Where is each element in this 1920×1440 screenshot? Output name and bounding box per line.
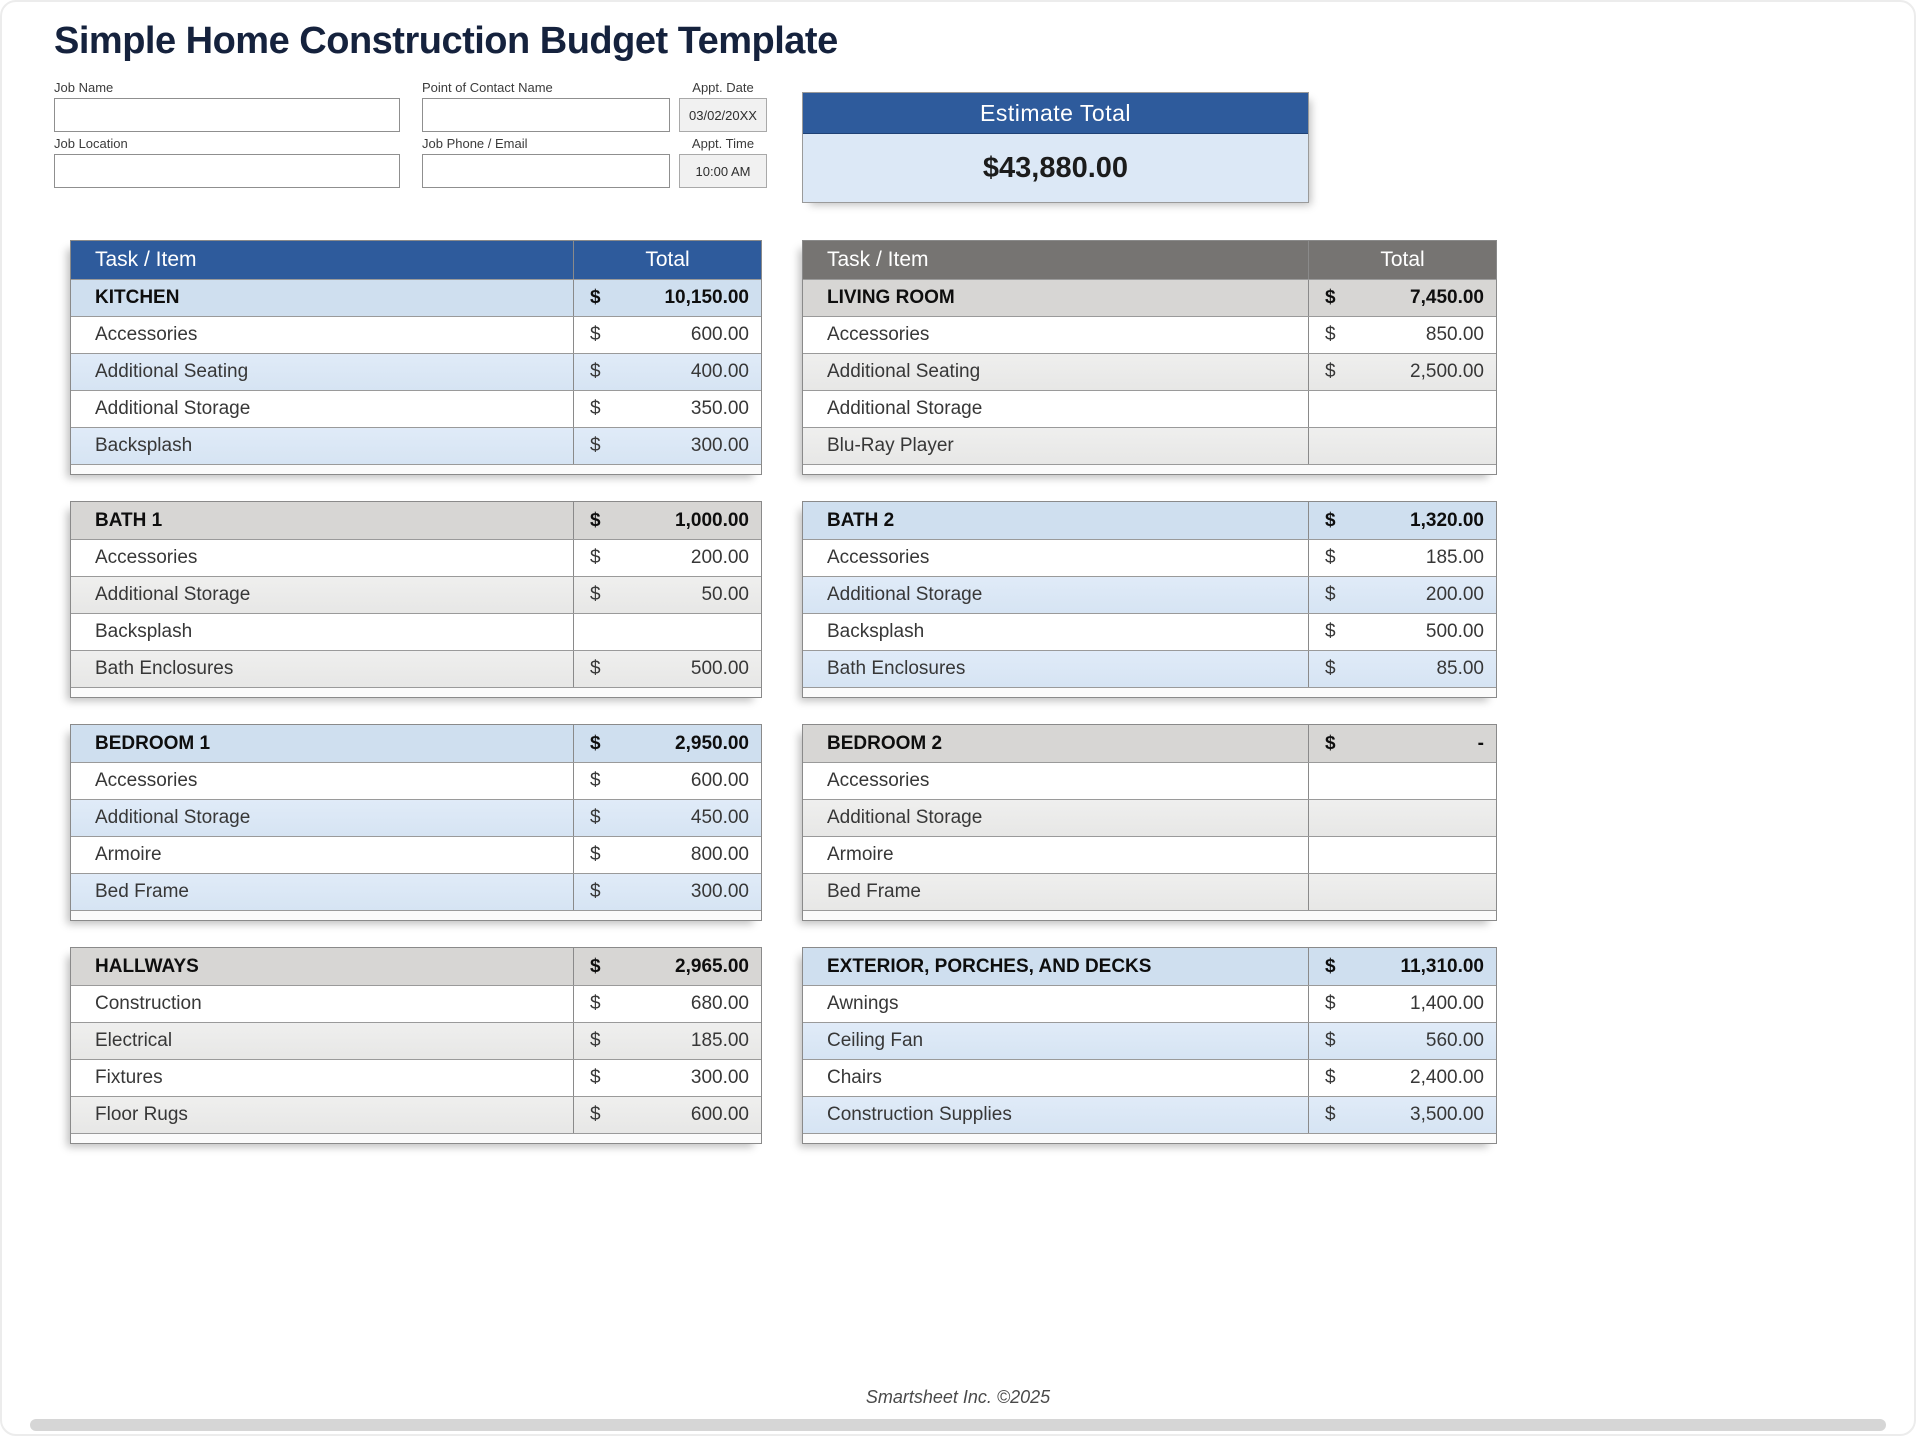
clipped-next-row bbox=[803, 910, 1496, 920]
category-total-cell[interactable] bbox=[573, 280, 761, 316]
item-label-cell[interactable]: Construction bbox=[95, 993, 202, 1014]
item-label-cell[interactable]: Electrical bbox=[95, 1030, 173, 1051]
currency-symbol: $ bbox=[1325, 993, 1336, 1014]
item-label-cell[interactable]: Armoire bbox=[827, 844, 894, 865]
category-name-cell[interactable]: LIVING ROOM bbox=[827, 287, 955, 308]
category-total-cell[interactable] bbox=[1308, 502, 1496, 539]
appt-time-label: Appt. Time bbox=[691, 136, 755, 151]
item-label-cell[interactable]: Armoire bbox=[95, 844, 162, 865]
job-location-label: Job Location bbox=[54, 136, 128, 151]
currency-symbol: $ bbox=[590, 324, 601, 345]
currency-symbol: $ bbox=[590, 1030, 601, 1051]
budget-table bbox=[802, 501, 1497, 698]
job-name-input[interactable] bbox=[54, 98, 400, 132]
amount-value: 7,450.00 bbox=[1410, 287, 1484, 308]
item-row[interactable] bbox=[71, 985, 761, 1022]
item-row[interactable] bbox=[803, 316, 1496, 353]
item-label-cell[interactable]: Awnings bbox=[827, 993, 899, 1014]
item-total-cell[interactable] bbox=[1308, 1097, 1496, 1133]
item-total-cell[interactable] bbox=[1308, 614, 1496, 650]
estimate-total-header: Estimate Total bbox=[803, 93, 1308, 134]
item-total-cell[interactable] bbox=[1308, 354, 1496, 390]
item-label-cell[interactable]: Ceiling Fan bbox=[827, 1030, 924, 1051]
table-column-header-row bbox=[803, 241, 1496, 279]
amount-value: 560.00 bbox=[1425, 1030, 1484, 1051]
currency-symbol: $ bbox=[590, 547, 601, 568]
amount-value: 350.00 bbox=[690, 398, 749, 419]
item-label-cell[interactable]: Accessories bbox=[827, 770, 930, 791]
budget-table bbox=[802, 947, 1497, 1144]
amount-value: 1,400.00 bbox=[1410, 993, 1484, 1014]
item-row[interactable] bbox=[803, 613, 1496, 650]
item-total-cell[interactable] bbox=[1308, 317, 1496, 353]
currency-symbol: $ bbox=[590, 361, 601, 382]
budget-tables-grid bbox=[70, 240, 1497, 1170]
amount-value: 11,310.00 bbox=[1400, 955, 1484, 977]
item-row[interactable] bbox=[803, 390, 1496, 427]
currency-symbol: $ bbox=[1325, 584, 1336, 605]
currency-symbol: $ bbox=[590, 435, 601, 456]
total-header: Total bbox=[573, 241, 761, 279]
item-row[interactable] bbox=[803, 1096, 1496, 1133]
amount-value: 50.00 bbox=[701, 584, 749, 605]
category-name-cell[interactable]: KITCHEN bbox=[95, 287, 180, 308]
budget-table bbox=[70, 947, 762, 1144]
job-phone-email-field bbox=[422, 136, 670, 188]
contact-name-label: Point of Contact Name bbox=[422, 80, 553, 95]
item-row[interactable] bbox=[803, 985, 1496, 1022]
left-table-column bbox=[70, 240, 762, 1170]
category-row[interactable] bbox=[803, 279, 1496, 316]
amount-value: 2,950.00 bbox=[675, 732, 749, 754]
item-label-cell[interactable]: Accessories bbox=[95, 770, 198, 791]
currency-symbol: $ bbox=[590, 584, 601, 605]
currency-symbol: $ bbox=[1325, 287, 1336, 308]
clipped-next-row bbox=[71, 687, 761, 697]
item-row[interactable] bbox=[71, 613, 761, 650]
item-total-cell[interactable] bbox=[573, 1097, 761, 1133]
item-row[interactable] bbox=[803, 836, 1496, 873]
category-total-cell[interactable] bbox=[1308, 725, 1496, 762]
item-row[interactable] bbox=[803, 576, 1496, 613]
item-row[interactable] bbox=[803, 539, 1496, 576]
item-row[interactable] bbox=[71, 353, 761, 390]
appt-date-value[interactable]: 03/02/20XX bbox=[679, 98, 767, 132]
appt-date-field bbox=[679, 80, 767, 132]
amount-value: 800.00 bbox=[690, 844, 749, 865]
item-total-cell[interactable] bbox=[573, 986, 761, 1022]
total-header: Total bbox=[1308, 241, 1496, 279]
item-label-cell[interactable]: Backsplash bbox=[95, 621, 193, 642]
currency-symbol: $ bbox=[590, 770, 601, 791]
item-total-cell[interactable] bbox=[573, 1060, 761, 1096]
item-row[interactable] bbox=[803, 1022, 1496, 1059]
item-total-cell[interactable] bbox=[1308, 540, 1496, 576]
item-row[interactable] bbox=[803, 873, 1496, 910]
item-total-cell[interactable] bbox=[1308, 874, 1496, 910]
item-row[interactable] bbox=[71, 1096, 761, 1133]
category-name-cell[interactable]: BATH 2 bbox=[827, 509, 895, 531]
item-label-cell[interactable]: Additional Seating bbox=[827, 361, 981, 382]
item-row[interactable] bbox=[71, 873, 761, 910]
currency-symbol: $ bbox=[590, 955, 601, 977]
bottom-scrollbar-strip[interactable] bbox=[30, 1419, 1886, 1431]
amount-value: 2,500.00 bbox=[1410, 361, 1484, 382]
currency-symbol: $ bbox=[1325, 1030, 1336, 1051]
item-row[interactable] bbox=[71, 316, 761, 353]
page-title: Simple Home Construction Budget Template bbox=[54, 20, 838, 62]
item-label-cell[interactable]: Additional Storage bbox=[827, 584, 983, 605]
budget-table bbox=[70, 501, 762, 698]
item-row[interactable] bbox=[71, 427, 761, 464]
item-total-cell[interactable] bbox=[573, 354, 761, 390]
appt-time-field bbox=[679, 136, 767, 188]
item-row[interactable] bbox=[71, 539, 761, 576]
category-row[interactable] bbox=[803, 948, 1496, 985]
category-total-cell[interactable] bbox=[573, 725, 761, 762]
item-total-cell[interactable] bbox=[573, 540, 761, 576]
job-name-label: Job Name bbox=[54, 80, 114, 95]
item-total-cell[interactable] bbox=[573, 391, 761, 427]
item-row[interactable] bbox=[803, 650, 1496, 687]
item-label-cell[interactable]: Additional Storage bbox=[95, 398, 251, 419]
currency-symbol: $ bbox=[1325, 658, 1336, 679]
item-label-cell[interactable]: Bath Enclosures bbox=[95, 658, 234, 679]
item-label-cell[interactable]: Bed Frame bbox=[95, 881, 189, 902]
amount-value: 400.00 bbox=[690, 361, 749, 382]
clipped-next-row bbox=[803, 1133, 1496, 1143]
item-total-cell[interactable] bbox=[573, 428, 761, 464]
budget-table bbox=[70, 724, 762, 921]
currency-symbol: $ bbox=[590, 398, 601, 419]
amount-value: 200.00 bbox=[690, 547, 749, 568]
item-total-cell[interactable] bbox=[1308, 1023, 1496, 1059]
category-row[interactable] bbox=[71, 502, 761, 539]
currency-symbol: $ bbox=[1325, 1067, 1336, 1088]
appt-time-value[interactable]: 10:00 AM bbox=[679, 154, 767, 188]
category-name-cell[interactable]: EXTERIOR, PORCHES, AND DECKS bbox=[827, 955, 1152, 977]
item-total-cell[interactable] bbox=[1308, 800, 1496, 836]
amount-value: 1,000.00 bbox=[675, 509, 749, 531]
job-phone-email-label: Job Phone / Email bbox=[422, 136, 528, 151]
amount-value: - bbox=[1477, 732, 1484, 754]
item-label-cell[interactable]: Construction Supplies bbox=[827, 1104, 1012, 1125]
amount-value: 200.00 bbox=[1425, 584, 1484, 605]
amount-value: 450.00 bbox=[690, 807, 749, 828]
item-total-cell[interactable] bbox=[573, 614, 761, 650]
item-label-cell[interactable]: Bath Enclosures bbox=[827, 658, 966, 679]
item-label-cell[interactable]: Accessories bbox=[95, 547, 198, 568]
appt-date-label: Appt. Date bbox=[692, 80, 754, 95]
item-row[interactable] bbox=[71, 650, 761, 687]
item-row[interactable] bbox=[71, 1059, 761, 1096]
category-total-cell[interactable] bbox=[573, 948, 761, 985]
item-total-cell[interactable] bbox=[1308, 986, 1496, 1022]
amount-value: 185.00 bbox=[690, 1030, 749, 1051]
amount-value: 850.00 bbox=[1425, 324, 1484, 345]
task-item-header: Task / Item bbox=[95, 248, 197, 271]
category-row[interactable] bbox=[803, 725, 1496, 762]
category-total-cell[interactable] bbox=[573, 502, 761, 539]
amount-value: 2,965.00 bbox=[675, 955, 749, 977]
item-label-cell[interactable]: Backsplash bbox=[95, 435, 193, 456]
currency-symbol: $ bbox=[1325, 361, 1336, 382]
category-row[interactable] bbox=[803, 502, 1496, 539]
category-name-cell[interactable]: BATH 1 bbox=[95, 509, 163, 531]
estimate-total-value[interactable]: $43,880.00 bbox=[803, 134, 1308, 202]
item-label-cell[interactable]: Accessories bbox=[827, 324, 930, 345]
item-total-cell[interactable] bbox=[573, 837, 761, 873]
currency-symbol: $ bbox=[590, 993, 601, 1014]
category-total-cell[interactable] bbox=[1308, 948, 1496, 985]
item-row[interactable] bbox=[803, 762, 1496, 799]
item-total-cell[interactable] bbox=[1308, 391, 1496, 427]
item-total-cell[interactable] bbox=[573, 651, 761, 687]
item-label-cell[interactable]: Fixtures bbox=[95, 1067, 163, 1088]
job-phone-email-input[interactable] bbox=[422, 154, 670, 188]
item-label-cell[interactable]: Additional Storage bbox=[827, 807, 983, 828]
category-row[interactable] bbox=[71, 279, 761, 316]
item-label-cell[interactable]: Accessories bbox=[827, 547, 930, 568]
item-row[interactable] bbox=[71, 836, 761, 873]
category-name-cell[interactable]: BEDROOM 1 bbox=[95, 732, 211, 754]
item-row[interactable] bbox=[803, 1059, 1496, 1096]
item-row[interactable] bbox=[71, 799, 761, 836]
item-total-cell[interactable] bbox=[1308, 763, 1496, 799]
item-label-cell[interactable]: Additional Seating bbox=[95, 361, 249, 382]
category-total-cell[interactable] bbox=[1308, 280, 1496, 316]
footer-credit: Smartsheet Inc. ©2025 bbox=[865, 1387, 1051, 1407]
currency-symbol: $ bbox=[590, 658, 601, 679]
job-location-input[interactable] bbox=[54, 154, 400, 188]
amount-value: 300.00 bbox=[690, 435, 749, 456]
currency-symbol: $ bbox=[590, 732, 601, 754]
item-total-cell[interactable] bbox=[573, 874, 761, 910]
amount-value: 500.00 bbox=[690, 658, 749, 679]
right-table-column bbox=[802, 240, 1497, 1170]
amount-value: 2,400.00 bbox=[1410, 1067, 1484, 1088]
currency-symbol: $ bbox=[590, 1104, 601, 1125]
amount-value: 600.00 bbox=[690, 324, 749, 345]
item-total-cell[interactable] bbox=[573, 577, 761, 613]
amount-value: 300.00 bbox=[690, 881, 749, 902]
job-location-field bbox=[54, 136, 400, 188]
item-label-cell[interactable]: Backsplash bbox=[827, 621, 925, 642]
budget-table bbox=[70, 240, 762, 475]
currency-symbol: $ bbox=[1325, 1104, 1336, 1125]
estimate-total-box bbox=[802, 92, 1309, 203]
item-label-cell[interactable]: Floor Rugs bbox=[95, 1104, 188, 1125]
clipped-next-row bbox=[803, 464, 1496, 474]
item-label-cell[interactable]: Additional Storage bbox=[827, 398, 983, 419]
amount-value: 300.00 bbox=[690, 1067, 749, 1088]
amount-value: 3,500.00 bbox=[1410, 1104, 1484, 1125]
contact-name-field bbox=[422, 80, 670, 132]
amount-value: 500.00 bbox=[1425, 621, 1484, 642]
item-row[interactable] bbox=[803, 427, 1496, 464]
amount-value: 185.00 bbox=[1425, 547, 1484, 568]
item-total-cell[interactable] bbox=[1308, 428, 1496, 464]
currency-symbol: $ bbox=[1325, 732, 1336, 754]
currency-symbol: $ bbox=[590, 509, 601, 531]
amount-value: 600.00 bbox=[690, 1104, 749, 1125]
table-column-header-row bbox=[71, 241, 761, 279]
contact-name-input[interactable] bbox=[422, 98, 670, 132]
item-total-cell[interactable] bbox=[1308, 1060, 1496, 1096]
item-label-cell[interactable]: Blu-Ray Player bbox=[827, 435, 954, 456]
category-row[interactable] bbox=[71, 948, 761, 985]
category-name-cell[interactable]: BEDROOM 2 bbox=[827, 732, 943, 754]
clipped-next-row bbox=[71, 464, 761, 474]
category-name-cell[interactable]: HALLWAYS bbox=[95, 955, 199, 977]
budget-table bbox=[802, 240, 1497, 475]
item-total-cell[interactable] bbox=[1308, 577, 1496, 613]
currency-symbol: $ bbox=[590, 807, 601, 828]
item-total-cell[interactable] bbox=[1308, 837, 1496, 873]
currency-symbol: $ bbox=[1325, 621, 1336, 642]
currency-symbol: $ bbox=[1325, 324, 1336, 345]
item-row[interactable] bbox=[803, 799, 1496, 836]
item-total-cell[interactable] bbox=[573, 763, 761, 799]
clipped-next-row bbox=[803, 687, 1496, 697]
task-item-header: Task / Item bbox=[827, 248, 929, 271]
currency-symbol: $ bbox=[590, 287, 601, 308]
item-total-cell[interactable] bbox=[573, 800, 761, 836]
currency-symbol: $ bbox=[1325, 509, 1336, 531]
category-row[interactable] bbox=[71, 725, 761, 762]
amount-value: 600.00 bbox=[690, 770, 749, 791]
item-row[interactable] bbox=[71, 1022, 761, 1059]
currency-symbol: $ bbox=[590, 844, 601, 865]
job-name-field bbox=[54, 80, 400, 132]
item-row[interactable] bbox=[71, 576, 761, 613]
currency-symbol: $ bbox=[590, 881, 601, 902]
amount-value: 680.00 bbox=[690, 993, 749, 1014]
budget-table bbox=[802, 724, 1497, 921]
clipped-next-row bbox=[71, 1133, 761, 1143]
amount-value: 1,320.00 bbox=[1410, 509, 1484, 531]
amount-value: 10,150.00 bbox=[664, 287, 749, 308]
item-total-cell[interactable] bbox=[573, 317, 761, 353]
item-label-cell[interactable]: Chairs bbox=[827, 1067, 882, 1088]
item-label-cell[interactable]: Additional Storage bbox=[95, 584, 251, 605]
item-label-cell[interactable]: Additional Storage bbox=[95, 807, 251, 828]
item-total-cell[interactable] bbox=[1308, 651, 1496, 687]
currency-symbol: $ bbox=[1325, 547, 1336, 568]
amount-value: 85.00 bbox=[1436, 658, 1484, 679]
item-row[interactable] bbox=[803, 353, 1496, 390]
item-row[interactable] bbox=[71, 390, 761, 427]
item-label-cell[interactable]: Bed Frame bbox=[827, 881, 921, 902]
item-label-cell[interactable]: Accessories bbox=[95, 324, 198, 345]
clipped-next-row bbox=[71, 910, 761, 920]
currency-symbol: $ bbox=[1325, 955, 1336, 977]
currency-symbol: $ bbox=[590, 1067, 601, 1088]
item-total-cell[interactable] bbox=[573, 1023, 761, 1059]
item-row[interactable] bbox=[71, 762, 761, 799]
